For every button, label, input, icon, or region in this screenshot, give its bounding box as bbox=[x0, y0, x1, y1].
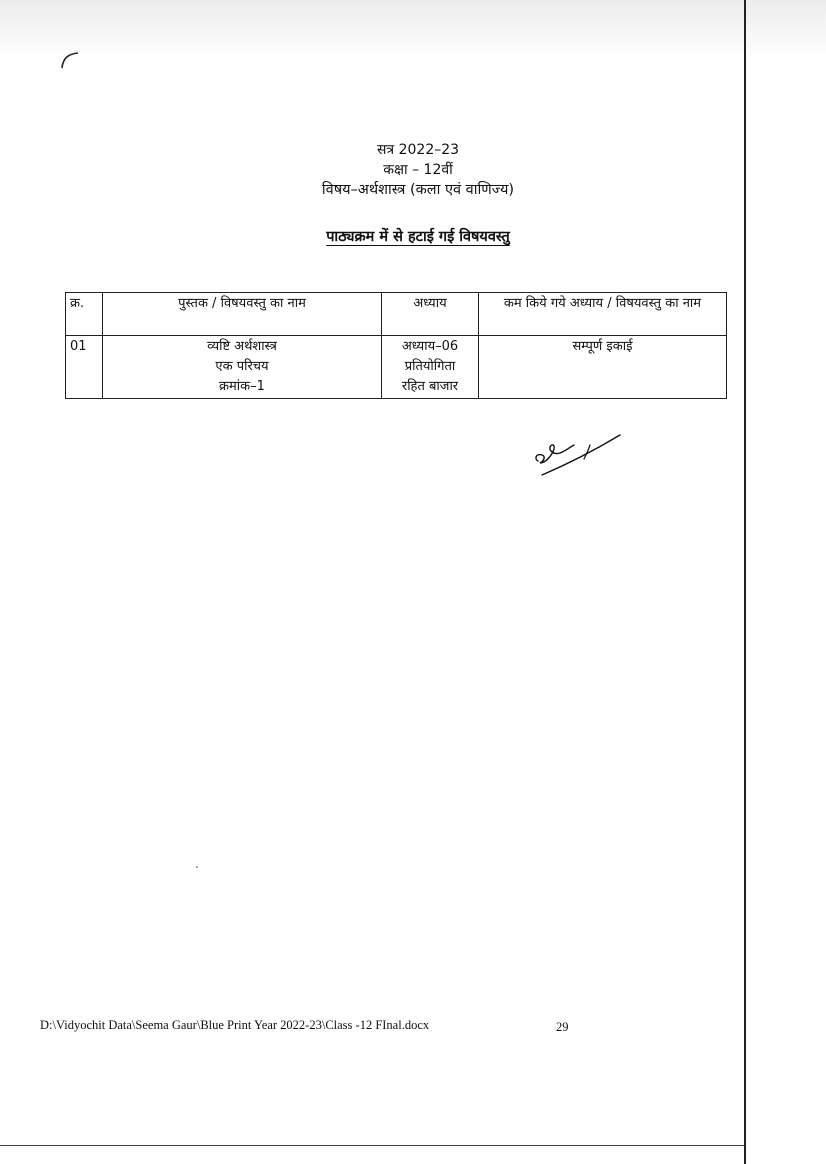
subject-text: विषय–अर्थशास्त्र (कला एवं वाणिज्य) bbox=[321, 182, 515, 198]
header-sno: क्र. bbox=[66, 293, 103, 336]
scan-bottom-edge bbox=[0, 1145, 744, 1146]
chapter-line: रहित बाजार bbox=[401, 379, 459, 394]
scan-speck bbox=[196, 866, 198, 868]
removed-content-table bbox=[65, 292, 727, 399]
session-text: सत्र 2022–23 bbox=[376, 142, 460, 158]
scan-corner-mark bbox=[58, 50, 88, 70]
table-row bbox=[66, 336, 727, 399]
chapter-line: प्रतियोगिता bbox=[404, 359, 456, 374]
page-number: 29 bbox=[556, 1020, 569, 1034]
cell-reduced-content: सम्पूर्ण इकाई bbox=[479, 336, 727, 399]
file-path-footer: D:\Vidyochit Data\Seema Gaur\Blue Print Year 2022-23\Class -12 FInal.docx bbox=[40, 1018, 430, 1032]
header-reduced-content: कम किये गये अध्याय / विषयवस्तु का नाम bbox=[479, 293, 727, 336]
class-text: कक्षा – 12वीं bbox=[383, 162, 453, 178]
cell-sno: 01 bbox=[66, 336, 103, 399]
scan-top-shadow bbox=[0, 0, 826, 60]
table-header-row bbox=[66, 293, 727, 336]
book-name-line: एक परिचय bbox=[215, 359, 269, 374]
book-name-line: क्रमांक–1 bbox=[219, 379, 265, 394]
header-chapter: अध्याय bbox=[382, 293, 479, 336]
book-name-line: व्यष्टि अर्थशास्त्र bbox=[207, 339, 277, 354]
cell-book-name bbox=[103, 336, 382, 399]
signature-icon bbox=[530, 425, 630, 485]
chapter-line: अध्याय–06 bbox=[401, 339, 459, 354]
document-header bbox=[0, 140, 826, 200]
section-title: पाठ्यक्रम में से हटाई गई विषयवस्तु bbox=[326, 229, 510, 245]
cell-chapter bbox=[382, 336, 479, 399]
header-book-name: पुस्तक / विषयवस्तु का नाम bbox=[103, 293, 382, 336]
